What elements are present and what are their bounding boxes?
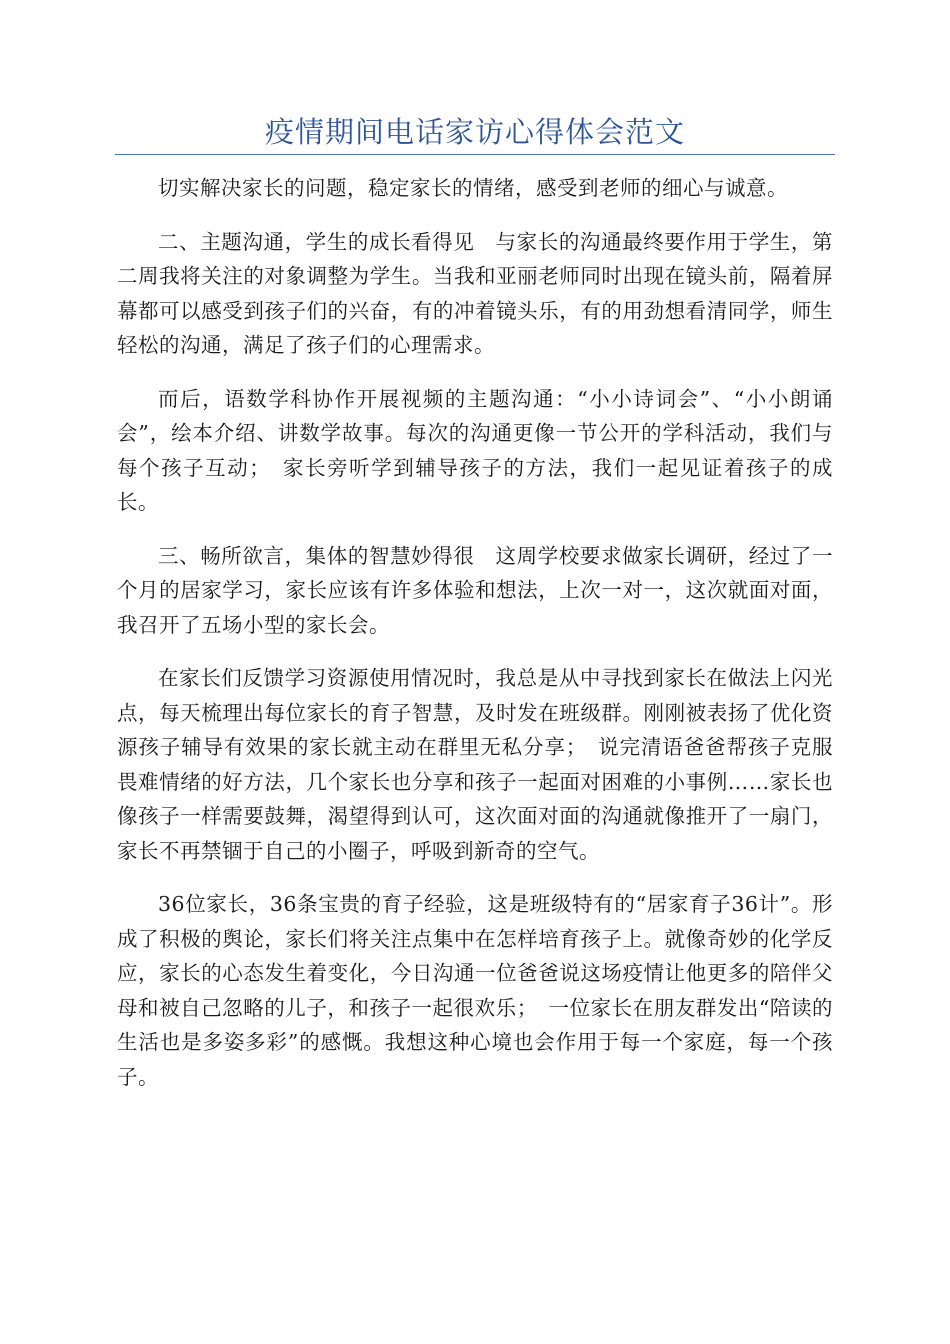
paragraph-4: 三、畅所欲言，集体的智慧妙得很 这周学校要求做家长调研，经过了一个月的居家学习，家长应该有许多体验和想法，上次一对一，这次就面对面，我召开了五场小型的家长会。: [117, 543, 833, 637]
paragraph-3: 而后，语数学科协作开展视频的主题沟通：“小小诗词会”、“小小朗诵会”，绘本介绍、讲数学故事。每次的沟通更像一节公开的学科活动，我们与每个孩子互动； 家长旁听学到辅导孩子的方法，我们一起见证着孩子的成长。: [117, 386, 833, 514]
document-body: [117, 171, 833, 1113]
document-title: 疫情期间电话家访心得体会范文: [264, 115, 685, 149]
title-underline: [115, 154, 835, 155]
paragraph-5: 在家长们反馈学习资源使用情况时，我总是从中寻找到家长在做法上闪光点，每天梳理出每位家长的育子智慧，及时发在班级群。刚刚被表扬了优化资源孩子辅导有效果的家长就主动在群里无私分享； 说完清语爸爸帮孩子克服畏难情绪的好方法，几个家长也分享和孩子一起面对困难的小事例……家长也像孩子一样需要鼓舞，渴望得到认可，这次面对面的沟通就像推开了一扇门，家长不再禁锢于自己的小圈子，呼吸到新奇的空气。: [117, 666, 833, 863]
paragraph-2: 二、主题沟通，学生的成长看得见 与家长的沟通最终要作用于学生，第二周我将关注的对象调整为学生。当我和亚丽老师同时出现在镜头前，隔着屏幕都可以感受到孩子们的兴奋，有的冲着镜头乐，有的用劲想看清同学，师生轻松的沟通，满足了孩子们的心理需求。: [117, 229, 833, 357]
paragraph-6: 36位家长，36条宝贵的育子经验，这是班级特有的“居家育子36计”。形成了积极的舆论，家长们将关注点集中在怎样培育孩子上。就像奇妙的化学反应，家长的心态发生着变化，今日沟通一位爸爸说这场疫情让他更多的陪伴父母和被自己忽略的儿子，和孩子一起很欢乐； 一位家长在朋友群发出“陪读的生活也是多姿多彩”的感慨。我想这种心境也会作用于每一个家庭，每一个孩子。: [117, 892, 833, 1089]
paragraph-1: 切实解决家长的问题，稳定家长的情绪，感受到老师的细心与诚意。: [158, 176, 788, 200]
